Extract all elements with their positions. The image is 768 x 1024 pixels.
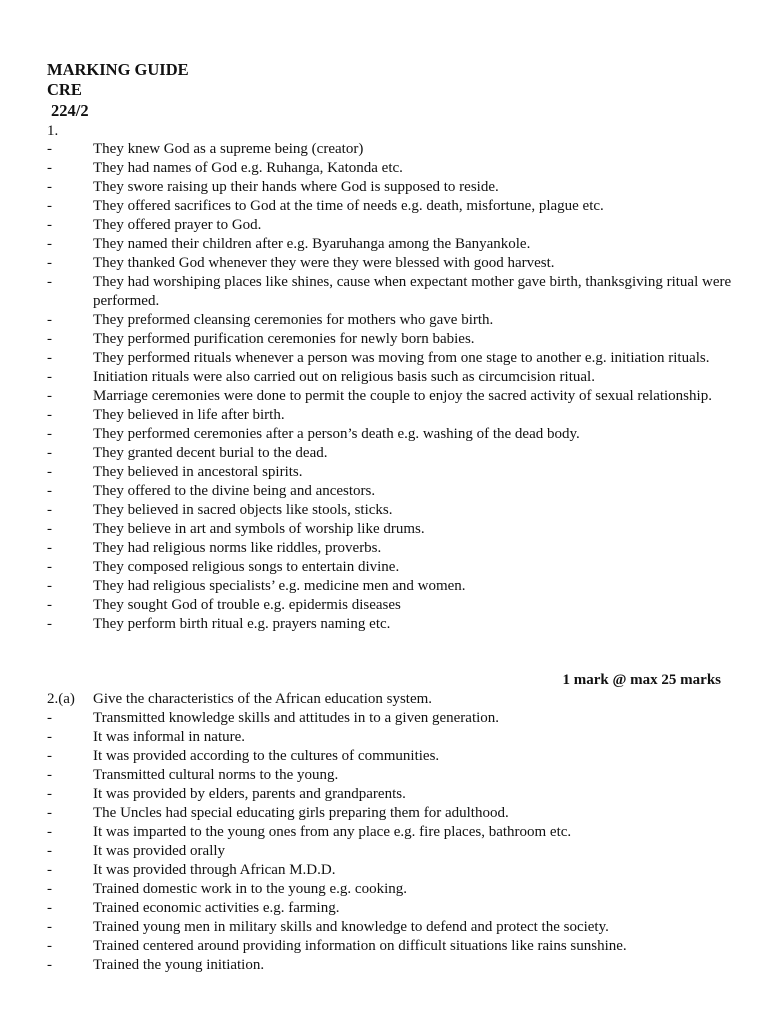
answer-text: They knew God as a supreme being (creator) bbox=[93, 141, 364, 157]
answer-list-item bbox=[47, 880, 737, 899]
bullet-dash: - bbox=[47, 464, 52, 480]
bullet-dash: - bbox=[47, 388, 52, 404]
answer-list-item bbox=[47, 159, 737, 178]
answer-list-item bbox=[47, 501, 737, 520]
bullet-dash: - bbox=[47, 274, 52, 290]
answer-text: They performed purification ceremonies for newly born babies. bbox=[93, 331, 475, 347]
bullet-dash: - bbox=[47, 938, 52, 954]
answer-text: Trained domestic work in to the young e.g. cooking. bbox=[93, 881, 407, 897]
bullet-dash: - bbox=[47, 786, 52, 802]
answer-text: They swore raising up their hands where God is supposed to reside. bbox=[93, 179, 499, 195]
bullet-dash: - bbox=[47, 957, 52, 973]
answer-list-item bbox=[47, 577, 737, 596]
answer-list-item bbox=[47, 368, 737, 387]
answer-text: Trained the young initiation. bbox=[93, 957, 265, 973]
bullet-dash: - bbox=[47, 919, 52, 935]
answer-list-item bbox=[47, 463, 737, 482]
answer-list-item bbox=[47, 311, 737, 330]
answer-text: They named their children after e.g. Byaruhanga among the Banyankole. bbox=[93, 236, 531, 252]
answer-list-item bbox=[47, 178, 737, 197]
answer-text: Trained young men in military skills and knowledge to defend and protect the society. bbox=[93, 919, 609, 935]
answer-text: The Uncles had special educating girls preparing them for adulthood. bbox=[93, 805, 509, 821]
answer-text: Transmitted knowledge skills and attitudes in to a given generation. bbox=[93, 710, 500, 726]
answer-list-item bbox=[47, 615, 737, 634]
answer-text: They believed in sacred objects like stools, sticks. bbox=[93, 502, 393, 518]
question-2a-text: Give the characteristics of the African education system. bbox=[93, 691, 433, 707]
bullet-dash: - bbox=[47, 710, 52, 726]
answer-text: They believe in art and symbols of worship like drums. bbox=[93, 521, 425, 537]
answer-list-item bbox=[47, 823, 737, 842]
answer-text: Trained centered around providing information on difficult situations like rains sunshine. bbox=[93, 938, 627, 954]
answer-text: It was provided orally bbox=[93, 843, 226, 859]
bullet-dash: - bbox=[47, 559, 52, 575]
bullet-dash: - bbox=[47, 540, 52, 556]
marks-allocation: 1 mark @ max 25 marks bbox=[562, 672, 721, 688]
answer-list-item bbox=[47, 899, 737, 918]
answer-text: They had religious norms like riddles, proverbs. bbox=[93, 540, 382, 556]
answer-text: It was provided through African M.D.D. bbox=[93, 862, 336, 878]
document-title: MARKING GUIDE bbox=[47, 60, 189, 79]
answer-list-item bbox=[47, 728, 737, 747]
answer-text: They granted decent burial to the dead. bbox=[93, 445, 328, 461]
answer-list-item bbox=[47, 539, 737, 558]
answer-text: They performed ceremonies after a person’s death e.g. washing of the dead body. bbox=[93, 426, 580, 442]
question-2a bbox=[47, 690, 737, 709]
bullet-dash: - bbox=[47, 312, 52, 328]
paper-code: 224/2 bbox=[51, 101, 89, 120]
answer-list-item bbox=[47, 918, 737, 937]
bullet-dash: - bbox=[47, 198, 52, 214]
bullet-dash: - bbox=[47, 748, 52, 764]
answer-list-item bbox=[47, 444, 737, 463]
bullet-dash: - bbox=[47, 616, 52, 632]
question-2a-number: 2.(a) bbox=[47, 691, 75, 707]
bullet-dash: - bbox=[47, 331, 52, 347]
bullet-dash: - bbox=[47, 767, 52, 783]
bullet-dash: - bbox=[47, 843, 52, 859]
answer-text: They had worshiping places like shines, cause when expectant mother gave birth, thanksgiving ritual were performed. bbox=[93, 274, 732, 309]
answer-text: It was provided by elders, parents and grandparents. bbox=[93, 786, 406, 802]
answer-list-item bbox=[47, 558, 737, 577]
bullet-dash: - bbox=[47, 597, 52, 613]
answer-text: They performed rituals whenever a person was moving from one stage to another e.g. initiation rituals. bbox=[93, 350, 710, 366]
answer-list-item bbox=[47, 956, 737, 975]
answer-text: They believed in life after birth. bbox=[93, 407, 285, 423]
answer-list-item bbox=[47, 273, 737, 311]
question-2a-answer-list bbox=[47, 709, 737, 975]
answer-text: Initiation rituals were also carried out on religious basis such as circumcision ritual. bbox=[93, 369, 595, 385]
bullet-dash: - bbox=[47, 179, 52, 195]
answer-text: They thanked God whenever they were they were blessed with good harvest. bbox=[93, 255, 555, 271]
answer-list-item bbox=[47, 785, 737, 804]
answer-text: Trained economic activities e.g. farming. bbox=[93, 900, 340, 916]
answer-text: They offered prayer to God. bbox=[93, 217, 262, 233]
bullet-dash: - bbox=[47, 578, 52, 594]
bullet-dash: - bbox=[47, 160, 52, 176]
bullet-dash: - bbox=[47, 862, 52, 878]
answer-text: It was provided according to the cultures of communities. bbox=[93, 748, 440, 764]
bullet-dash: - bbox=[47, 729, 52, 745]
answer-text: It was imparted to the young ones from any place e.g. fire places, bathroom etc. bbox=[93, 824, 572, 840]
answer-text: They offered to the divine being and ancestors. bbox=[93, 483, 376, 499]
bullet-dash: - bbox=[47, 502, 52, 518]
bullet-dash: - bbox=[47, 236, 52, 252]
bullet-dash: - bbox=[47, 255, 52, 271]
answer-list-item bbox=[47, 406, 737, 425]
bullet-dash: - bbox=[47, 445, 52, 461]
answer-text: They believed in ancestoral spirits. bbox=[93, 464, 303, 480]
answer-list-item bbox=[47, 140, 737, 159]
bullet-dash: - bbox=[47, 426, 52, 442]
answer-list-item bbox=[47, 596, 737, 615]
answer-list-item bbox=[47, 766, 737, 785]
bullet-dash: - bbox=[47, 141, 52, 157]
answer-list-item bbox=[47, 804, 737, 823]
answer-list-item bbox=[47, 709, 737, 728]
answer-text: They offered sacrifices to God at the time of needs e.g. death, misfortune, plague etc. bbox=[93, 198, 604, 214]
answer-list-item bbox=[47, 254, 737, 273]
answer-list-item bbox=[47, 387, 737, 406]
answer-list-item bbox=[47, 235, 737, 254]
bullet-dash: - bbox=[47, 350, 52, 366]
answer-list-item bbox=[47, 842, 737, 861]
answer-text: They sought God of trouble e.g. epidermis diseases bbox=[93, 597, 401, 613]
bullet-dash: - bbox=[47, 369, 52, 385]
answer-text: It was informal in nature. bbox=[93, 729, 246, 745]
question-1-answer-list bbox=[47, 140, 737, 634]
answer-text: They composed religious songs to entertain divine. bbox=[93, 559, 400, 575]
answer-text: Transmitted cultural norms to the young. bbox=[93, 767, 339, 783]
answer-text: They had names of God e.g. Ruhanga, Katonda etc. bbox=[93, 160, 403, 176]
subject-heading: CRE bbox=[47, 80, 82, 99]
question-1-number: 1. bbox=[47, 123, 59, 139]
answer-list-item bbox=[47, 861, 737, 880]
answer-list-item bbox=[47, 747, 737, 766]
answer-list-item bbox=[47, 937, 737, 956]
answer-list-item bbox=[47, 482, 737, 501]
bullet-dash: - bbox=[47, 483, 52, 499]
answer-text: Marriage ceremonies were done to permit the couple to enjoy the sacred activity of sexual relationship. bbox=[93, 388, 712, 404]
answer-list-item bbox=[47, 216, 737, 235]
answer-list-item bbox=[47, 425, 737, 444]
answer-list-item bbox=[47, 520, 737, 539]
answer-list-item bbox=[47, 197, 737, 216]
bullet-dash: - bbox=[47, 824, 52, 840]
bullet-dash: - bbox=[47, 217, 52, 233]
bullet-dash: - bbox=[47, 805, 52, 821]
bullet-dash: - bbox=[47, 881, 52, 897]
answer-text: They preformed cleansing ceremonies for mothers who gave birth. bbox=[93, 312, 494, 328]
answer-text: They had religious specialists’ e.g. medicine men and women. bbox=[93, 578, 466, 594]
bullet-dash: - bbox=[47, 521, 52, 537]
answer-list-item bbox=[47, 349, 737, 368]
bullet-dash: - bbox=[47, 407, 52, 423]
answer-text: They perform birth ritual e.g. prayers naming etc. bbox=[93, 616, 391, 632]
bullet-dash: - bbox=[47, 900, 52, 916]
answer-list-item bbox=[47, 330, 737, 349]
